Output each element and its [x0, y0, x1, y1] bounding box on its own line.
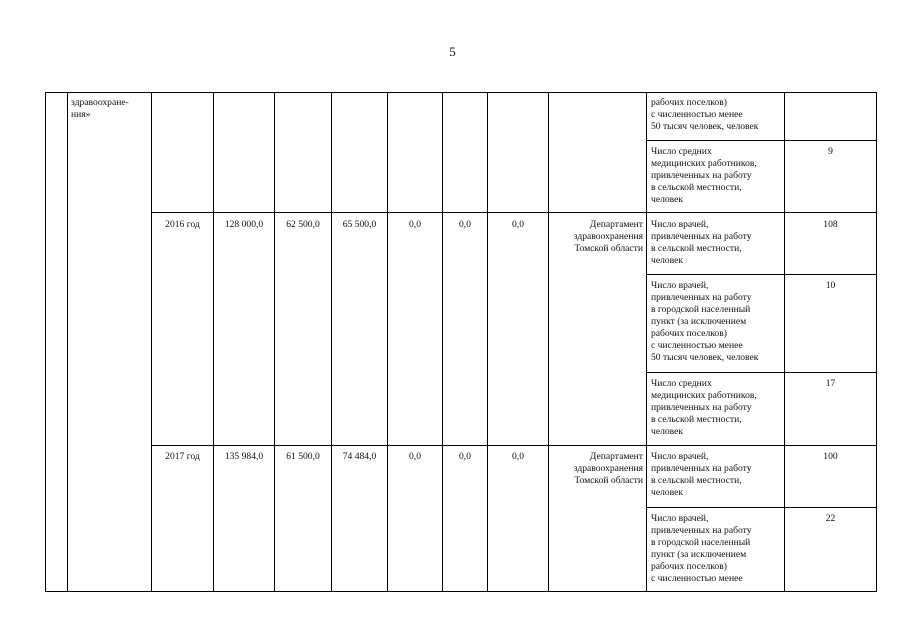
funding-1-2016: 62 500,0 [286, 219, 320, 230]
table-vline [646, 92, 647, 592]
table-vline [45, 92, 46, 592]
funding-3-2016: 0,0 [409, 219, 421, 230]
table-hline [45, 591, 877, 592]
table-hline [151, 212, 877, 213]
indicator-text: Число врачей, привлеченных на работу в городской населенный пункт (за исключением рабочих поселков) с численностью менее 50 тысяч человек, человек [651, 280, 759, 363]
indicator-text: Число врачей, привлеченных на работу в городской населенный пункт (за исключением рабочих поселков) с численностью менее [651, 513, 752, 584]
total-2016: 128 000,0 [224, 219, 264, 230]
funding-1-2017: 61 500,0 [286, 451, 320, 462]
indicator-value: 10 [825, 280, 836, 291]
year-2016: 2016 год [165, 219, 200, 230]
funding-4-2016: 0,0 [459, 219, 471, 230]
table-vline [387, 92, 388, 592]
table-vline [213, 92, 214, 592]
total-2017: 135 984,0 [224, 451, 264, 462]
table-vline [151, 92, 152, 592]
funding-5-2016: 0,0 [512, 219, 524, 230]
table-hline [646, 507, 877, 508]
funding-2-2016: 65 500,0 [342, 219, 377, 230]
indicator-text: Число врачей, привлеченных на работу в сельской местности, человек [651, 451, 752, 498]
page-number: 5 [449, 44, 456, 59]
table-hline [646, 140, 877, 141]
table-vline [487, 92, 488, 592]
funding-4-2017: 0,0 [459, 451, 471, 462]
table-hline [151, 445, 877, 446]
funding-2-2017: 74 484,0 [342, 451, 377, 462]
indicator-text: Число средних медицинских работников, привлеченных на работу в сельской местности, человек [651, 146, 757, 205]
executor-2017: Департамент здравоохранения Томской области [573, 451, 643, 486]
indicator-text: Число врачей, привлеченных на работу в сельской местности, человек [651, 219, 752, 266]
table-vline [442, 92, 443, 592]
indicator-value: 108 [823, 219, 838, 230]
table-hline [45, 92, 877, 93]
table-vline [274, 92, 275, 592]
executor-2016: Департамент здравоохранения Томской области [573, 219, 643, 254]
table-hline [646, 372, 877, 373]
program-name-fragment: здравоохране- ния» [71, 97, 129, 120]
indicator-value: 22 [825, 513, 836, 524]
table-vline [67, 92, 68, 592]
table-vline [876, 92, 877, 592]
indicator-text: Число средних медицинских работников, привлеченных на работу в сельской местности, человек [651, 378, 757, 437]
funding-3-2017: 0,0 [409, 451, 421, 462]
indicator-value: 9 [828, 146, 833, 157]
indicator-text: рабочих поселков) с численностью менее 50 тысяч человек, человек [651, 97, 759, 132]
funding-5-2017: 0,0 [512, 451, 524, 462]
table-vline [331, 92, 332, 592]
year-2017: 2017 год [165, 451, 200, 462]
table-hline [646, 274, 877, 275]
indicator-value: 17 [825, 378, 836, 389]
table-vline [548, 92, 549, 592]
indicator-value: 100 [823, 451, 838, 462]
